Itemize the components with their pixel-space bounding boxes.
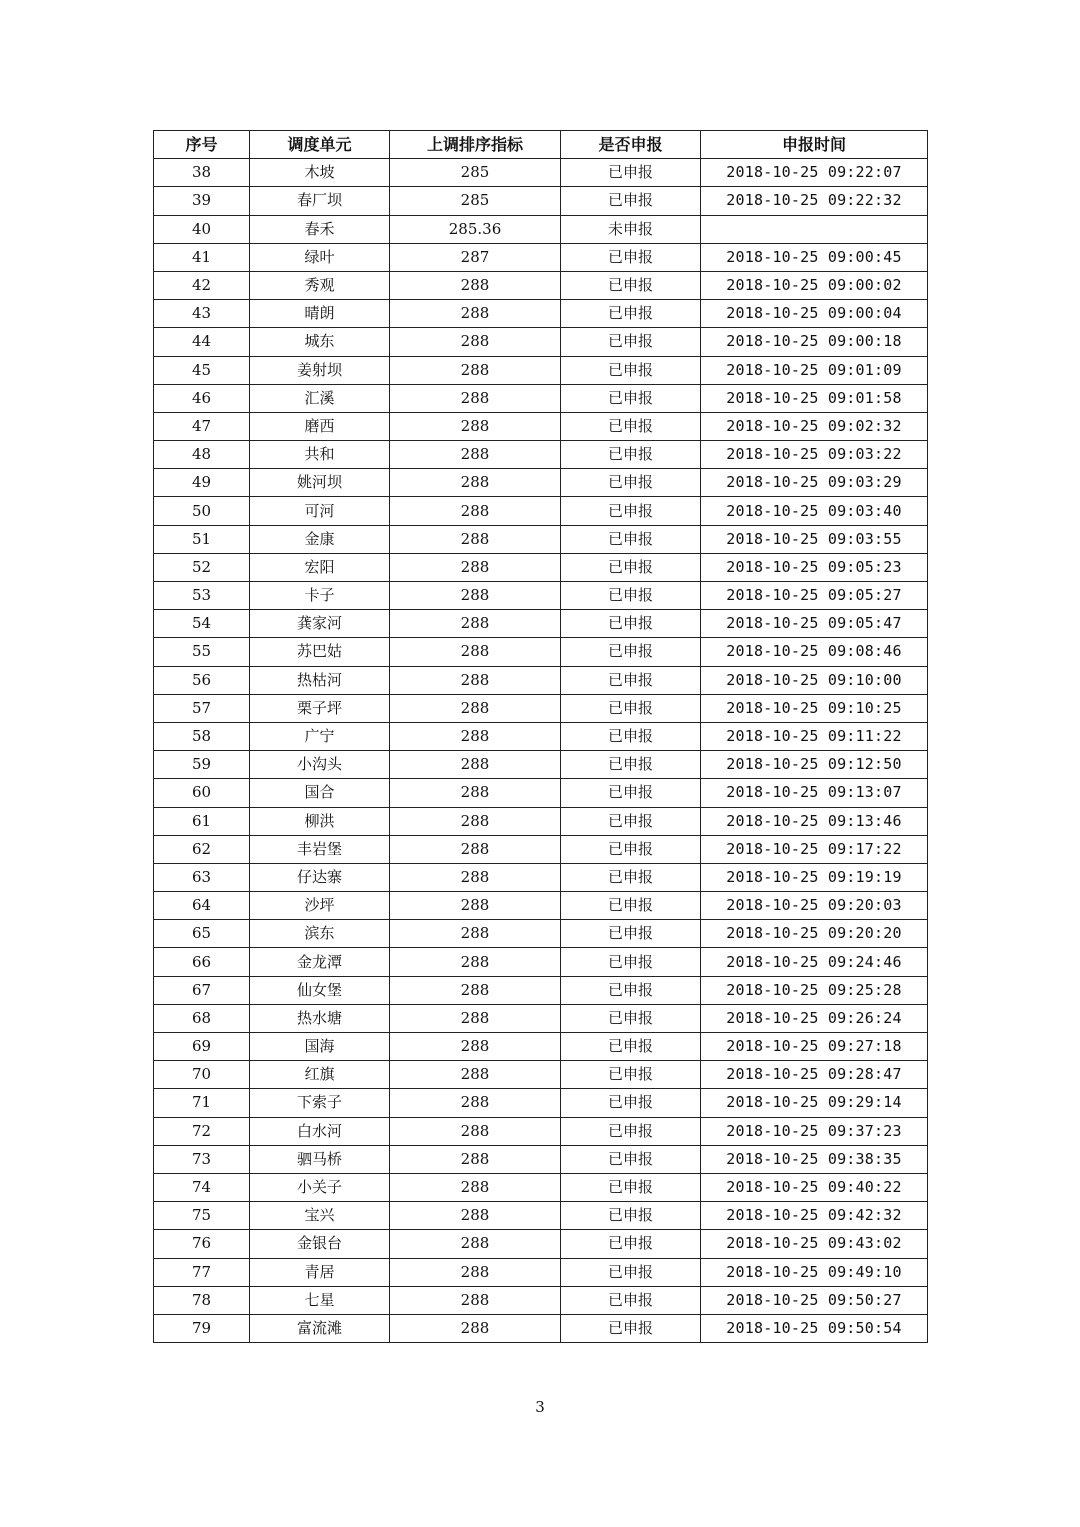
cell-dispatch-unit: 热水塘 <box>250 1004 390 1032</box>
table-row <box>154 976 928 1004</box>
cell-seq: 60 <box>154 779 250 807</box>
cell-declared: 已申报 <box>561 1230 701 1258</box>
cell-declare-time: 2018-10-25 09:40:22 <box>701 1173 928 1201</box>
cell-ranking-index: 288 <box>390 525 561 553</box>
cell-dispatch-unit: 晴朗 <box>250 300 390 328</box>
cell-seq: 40 <box>154 215 250 243</box>
cell-seq: 39 <box>154 187 250 215</box>
cell-ranking-index: 288 <box>390 412 561 440</box>
cell-seq: 51 <box>154 525 250 553</box>
table-row <box>154 751 928 779</box>
cell-declare-time: 2018-10-25 09:43:02 <box>701 1230 928 1258</box>
cell-dispatch-unit: 富流滩 <box>250 1314 390 1342</box>
cell-ranking-index: 288 <box>390 300 561 328</box>
table-row <box>154 892 928 920</box>
cell-seq: 67 <box>154 976 250 1004</box>
cell-dispatch-unit: 绿叶 <box>250 243 390 271</box>
cell-seq: 58 <box>154 722 250 750</box>
cell-declared: 已申报 <box>561 582 701 610</box>
cell-declared: 已申报 <box>561 892 701 920</box>
cell-seq: 64 <box>154 892 250 920</box>
cell-dispatch-unit: 龚家河 <box>250 610 390 638</box>
cell-ranking-index: 288 <box>390 751 561 779</box>
cell-declare-time: 2018-10-25 09:00:18 <box>701 328 928 356</box>
cell-ranking-index: 288 <box>390 1033 561 1061</box>
cell-ranking-index: 288 <box>390 553 561 581</box>
cell-ranking-index: 288 <box>390 779 561 807</box>
cell-ranking-index: 285.36 <box>390 215 561 243</box>
cell-seq: 79 <box>154 1314 250 1342</box>
table-row <box>154 469 928 497</box>
cell-declared: 已申报 <box>561 497 701 525</box>
cell-declare-time: 2018-10-25 09:28:47 <box>701 1061 928 1089</box>
table-row <box>154 1202 928 1230</box>
cell-declare-time: 2018-10-25 09:37:23 <box>701 1117 928 1145</box>
cell-ranking-index: 288 <box>390 610 561 638</box>
table-row <box>154 948 928 976</box>
cell-dispatch-unit: 下索子 <box>250 1089 390 1117</box>
cell-seq: 57 <box>154 694 250 722</box>
table-row <box>154 300 928 328</box>
cell-ranking-index: 288 <box>390 1286 561 1314</box>
cell-seq: 72 <box>154 1117 250 1145</box>
table-row <box>154 807 928 835</box>
cell-declared: 已申报 <box>561 1145 701 1173</box>
cell-dispatch-unit: 宏阳 <box>250 553 390 581</box>
cell-declare-time: 2018-10-25 09:13:46 <box>701 807 928 835</box>
cell-declare-time: 2018-10-25 09:20:03 <box>701 892 928 920</box>
table-row <box>154 582 928 610</box>
cell-declared: 已申报 <box>561 751 701 779</box>
cell-declared: 已申报 <box>561 384 701 412</box>
cell-ranking-index: 288 <box>390 1202 561 1230</box>
table-row <box>154 1089 928 1117</box>
table-row <box>154 779 928 807</box>
table-row <box>154 610 928 638</box>
cell-declared: 已申报 <box>561 666 701 694</box>
cell-dispatch-unit: 金银台 <box>250 1230 390 1258</box>
table-row <box>154 215 928 243</box>
cell-declare-time <box>701 215 928 243</box>
cell-declared: 已申报 <box>561 1061 701 1089</box>
cell-seq: 74 <box>154 1173 250 1201</box>
cell-declared: 已申报 <box>561 300 701 328</box>
cell-seq: 47 <box>154 412 250 440</box>
cell-ranking-index: 288 <box>390 638 561 666</box>
cell-declared: 已申报 <box>561 412 701 440</box>
cell-seq: 66 <box>154 948 250 976</box>
cell-declare-time: 2018-10-25 09:20:20 <box>701 920 928 948</box>
table-row <box>154 356 928 384</box>
cell-seq: 62 <box>154 835 250 863</box>
cell-ranking-index: 288 <box>390 1004 561 1032</box>
cell-ranking-index: 288 <box>390 497 561 525</box>
cell-seq: 76 <box>154 1230 250 1258</box>
cell-declared: 已申报 <box>561 1033 701 1061</box>
cell-dispatch-unit: 金龙潭 <box>250 948 390 976</box>
cell-ranking-index: 288 <box>390 1145 561 1173</box>
cell-declared: 已申报 <box>561 722 701 750</box>
cell-declared: 已申报 <box>561 1004 701 1032</box>
cell-declare-time: 2018-10-25 09:00:02 <box>701 271 928 299</box>
cell-dispatch-unit: 共和 <box>250 441 390 469</box>
cell-declared: 已申报 <box>561 638 701 666</box>
cell-declare-time: 2018-10-25 09:03:22 <box>701 441 928 469</box>
table-row <box>154 497 928 525</box>
cell-ranking-index: 287 <box>390 243 561 271</box>
cell-dispatch-unit: 春厂坝 <box>250 187 390 215</box>
cell-dispatch-unit: 木坡 <box>250 159 390 187</box>
cell-ranking-index: 288 <box>390 441 561 469</box>
cell-ranking-index: 288 <box>390 722 561 750</box>
cell-ranking-index: 288 <box>390 1314 561 1342</box>
cell-seq: 49 <box>154 469 250 497</box>
table-row <box>154 666 928 694</box>
cell-seq: 77 <box>154 1258 250 1286</box>
cell-ranking-index: 288 <box>390 384 561 412</box>
table-row <box>154 1314 928 1342</box>
cell-dispatch-unit: 小沟头 <box>250 751 390 779</box>
cell-declare-time: 2018-10-25 09:05:23 <box>701 553 928 581</box>
cell-ranking-index: 288 <box>390 948 561 976</box>
table-row <box>154 1004 928 1032</box>
cell-declared: 已申报 <box>561 610 701 638</box>
cell-seq: 61 <box>154 807 250 835</box>
cell-ranking-index: 288 <box>390 920 561 948</box>
table-row <box>154 553 928 581</box>
cell-dispatch-unit: 驷马桥 <box>250 1145 390 1173</box>
cell-declare-time: 2018-10-25 09:05:47 <box>701 610 928 638</box>
cell-declare-time: 2018-10-25 09:03:29 <box>701 469 928 497</box>
cell-declared: 已申报 <box>561 356 701 384</box>
cell-dispatch-unit: 小关子 <box>250 1173 390 1201</box>
cell-declared: 已申报 <box>561 807 701 835</box>
cell-declare-time: 2018-10-25 09:22:32 <box>701 187 928 215</box>
header-dispatch-unit: 调度单元 <box>250 131 390 159</box>
cell-dispatch-unit: 城东 <box>250 328 390 356</box>
cell-dispatch-unit: 宝兴 <box>250 1202 390 1230</box>
cell-declared: 已申报 <box>561 1173 701 1201</box>
cell-ranking-index: 288 <box>390 892 561 920</box>
cell-declared: 已申报 <box>561 976 701 1004</box>
cell-seq: 46 <box>154 384 250 412</box>
cell-dispatch-unit: 姚河坝 <box>250 469 390 497</box>
cell-declared: 已申报 <box>561 1117 701 1145</box>
cell-ranking-index: 288 <box>390 271 561 299</box>
cell-seq: 65 <box>154 920 250 948</box>
table-row <box>154 1033 928 1061</box>
cell-ranking-index: 288 <box>390 469 561 497</box>
cell-dispatch-unit: 国海 <box>250 1033 390 1061</box>
cell-dispatch-unit: 栗子坪 <box>250 694 390 722</box>
table-row <box>154 1117 928 1145</box>
header-ranking-index: 上调排序指标 <box>390 131 561 159</box>
page-number: 3 <box>535 1398 545 1416</box>
cell-declare-time: 2018-10-25 09:17:22 <box>701 835 928 863</box>
cell-declare-time: 2018-10-25 09:12:50 <box>701 751 928 779</box>
cell-dispatch-unit: 七星 <box>250 1286 390 1314</box>
table-row <box>154 328 928 356</box>
table-row <box>154 722 928 750</box>
cell-declare-time: 2018-10-25 09:42:32 <box>701 1202 928 1230</box>
cell-ranking-index: 288 <box>390 666 561 694</box>
table-row <box>154 1145 928 1173</box>
cell-declare-time: 2018-10-25 09:25:28 <box>701 976 928 1004</box>
cell-declare-time: 2018-10-25 09:00:45 <box>701 243 928 271</box>
cell-declared: 已申报 <box>561 1202 701 1230</box>
table-row <box>154 920 928 948</box>
cell-declared: 已申报 <box>561 1258 701 1286</box>
cell-ranking-index: 288 <box>390 1258 561 1286</box>
table-row <box>154 835 928 863</box>
cell-dispatch-unit: 红旗 <box>250 1061 390 1089</box>
cell-declare-time: 2018-10-25 09:11:22 <box>701 722 928 750</box>
cell-dispatch-unit: 国合 <box>250 779 390 807</box>
cell-declared: 已申报 <box>561 920 701 948</box>
cell-declared: 已申报 <box>561 863 701 891</box>
cell-declared: 已申报 <box>561 328 701 356</box>
cell-declare-time: 2018-10-25 09:50:54 <box>701 1314 928 1342</box>
cell-seq: 70 <box>154 1061 250 1089</box>
table-row <box>154 384 928 412</box>
table-row <box>154 1230 928 1258</box>
cell-ranking-index: 288 <box>390 807 561 835</box>
table-row <box>154 441 928 469</box>
cell-declared: 未申报 <box>561 215 701 243</box>
cell-declare-time: 2018-10-25 09:02:32 <box>701 412 928 440</box>
table-row <box>154 638 928 666</box>
cell-dispatch-unit: 白水河 <box>250 1117 390 1145</box>
cell-seq: 73 <box>154 1145 250 1173</box>
header-declare-time: 申报时间 <box>701 131 928 159</box>
cell-declare-time: 2018-10-25 09:08:46 <box>701 638 928 666</box>
cell-declared: 已申报 <box>561 948 701 976</box>
cell-seq: 78 <box>154 1286 250 1314</box>
cell-dispatch-unit: 丰岩堡 <box>250 835 390 863</box>
header-seq: 序号 <box>154 131 250 159</box>
cell-seq: 48 <box>154 441 250 469</box>
cell-seq: 56 <box>154 666 250 694</box>
cell-dispatch-unit: 金康 <box>250 525 390 553</box>
cell-dispatch-unit: 卡子 <box>250 582 390 610</box>
cell-seq: 42 <box>154 271 250 299</box>
cell-declare-time: 2018-10-25 09:19:19 <box>701 863 928 891</box>
cell-ranking-index: 288 <box>390 356 561 384</box>
cell-ranking-index: 288 <box>390 1230 561 1258</box>
table-row <box>154 1258 928 1286</box>
cell-declared: 已申报 <box>561 525 701 553</box>
cell-declare-time: 2018-10-25 09:24:46 <box>701 948 928 976</box>
cell-ranking-index: 288 <box>390 582 561 610</box>
cell-declare-time: 2018-10-25 09:49:10 <box>701 1258 928 1286</box>
cell-declared: 已申报 <box>561 159 701 187</box>
cell-dispatch-unit: 广宁 <box>250 722 390 750</box>
cell-declared: 已申报 <box>561 1314 701 1342</box>
cell-seq: 68 <box>154 1004 250 1032</box>
report-table <box>153 130 928 1343</box>
cell-declared: 已申报 <box>561 271 701 299</box>
cell-dispatch-unit: 磨西 <box>250 412 390 440</box>
cell-seq: 45 <box>154 356 250 384</box>
cell-seq: 41 <box>154 243 250 271</box>
cell-declare-time: 2018-10-25 09:38:35 <box>701 1145 928 1173</box>
cell-declare-time: 2018-10-25 09:26:24 <box>701 1004 928 1032</box>
table-row <box>154 1286 928 1314</box>
cell-declare-time: 2018-10-25 09:10:25 <box>701 694 928 722</box>
cell-declared: 已申报 <box>561 1286 701 1314</box>
cell-dispatch-unit: 滨东 <box>250 920 390 948</box>
cell-declared: 已申报 <box>561 469 701 497</box>
cell-declared: 已申报 <box>561 187 701 215</box>
cell-declare-time: 2018-10-25 09:00:04 <box>701 300 928 328</box>
table-body <box>154 159 928 1343</box>
cell-seq: 44 <box>154 328 250 356</box>
cell-ranking-index: 288 <box>390 835 561 863</box>
cell-declared: 已申报 <box>561 1089 701 1117</box>
cell-declared: 已申报 <box>561 553 701 581</box>
cell-seq: 50 <box>154 497 250 525</box>
cell-ranking-index: 288 <box>390 863 561 891</box>
cell-dispatch-unit: 可河 <box>250 497 390 525</box>
cell-dispatch-unit: 热枯河 <box>250 666 390 694</box>
table-row <box>154 694 928 722</box>
table-row <box>154 412 928 440</box>
table-row <box>154 863 928 891</box>
cell-seq: 63 <box>154 863 250 891</box>
cell-declare-time: 2018-10-25 09:01:09 <box>701 356 928 384</box>
cell-seq: 38 <box>154 159 250 187</box>
cell-declare-time: 2018-10-25 09:22:07 <box>701 159 928 187</box>
cell-seq: 71 <box>154 1089 250 1117</box>
cell-seq: 43 <box>154 300 250 328</box>
cell-seq: 53 <box>154 582 250 610</box>
cell-declare-time: 2018-10-25 09:10:00 <box>701 666 928 694</box>
table-row <box>154 271 928 299</box>
cell-declare-time: 2018-10-25 09:13:07 <box>701 779 928 807</box>
table-header-row <box>154 131 928 159</box>
table-row <box>154 1173 928 1201</box>
table-row <box>154 243 928 271</box>
cell-declare-time: 2018-10-25 09:03:40 <box>701 497 928 525</box>
cell-seq: 75 <box>154 1202 250 1230</box>
cell-declare-time: 2018-10-25 09:50:27 <box>701 1286 928 1314</box>
cell-dispatch-unit: 柳洪 <box>250 807 390 835</box>
cell-declared: 已申报 <box>561 694 701 722</box>
cell-ranking-index: 285 <box>390 187 561 215</box>
cell-seq: 55 <box>154 638 250 666</box>
cell-seq: 69 <box>154 1033 250 1061</box>
cell-seq: 59 <box>154 751 250 779</box>
cell-declared: 已申报 <box>561 243 701 271</box>
table-row <box>154 187 928 215</box>
cell-dispatch-unit: 姜射坝 <box>250 356 390 384</box>
cell-dispatch-unit: 苏巴姑 <box>250 638 390 666</box>
cell-ranking-index: 288 <box>390 1089 561 1117</box>
cell-declare-time: 2018-10-25 09:03:55 <box>701 525 928 553</box>
cell-ranking-index: 288 <box>390 1061 561 1089</box>
cell-dispatch-unit: 仔达寨 <box>250 863 390 891</box>
cell-ranking-index: 288 <box>390 1117 561 1145</box>
cell-seq: 52 <box>154 553 250 581</box>
cell-dispatch-unit: 春禾 <box>250 215 390 243</box>
cell-ranking-index: 288 <box>390 1173 561 1201</box>
cell-declare-time: 2018-10-25 09:29:14 <box>701 1089 928 1117</box>
cell-ranking-index: 285 <box>390 159 561 187</box>
header-declared: 是否申报 <box>561 131 701 159</box>
cell-ranking-index: 288 <box>390 976 561 1004</box>
cell-declare-time: 2018-10-25 09:01:58 <box>701 384 928 412</box>
table-row <box>154 525 928 553</box>
cell-declared: 已申报 <box>561 835 701 863</box>
cell-dispatch-unit: 沙坪 <box>250 892 390 920</box>
cell-ranking-index: 288 <box>390 694 561 722</box>
cell-dispatch-unit: 汇溪 <box>250 384 390 412</box>
cell-declared: 已申报 <box>561 779 701 807</box>
cell-declare-time: 2018-10-25 09:05:27 <box>701 582 928 610</box>
cell-declare-time: 2018-10-25 09:27:18 <box>701 1033 928 1061</box>
cell-dispatch-unit: 仙女堡 <box>250 976 390 1004</box>
table-row <box>154 159 928 187</box>
cell-seq: 54 <box>154 610 250 638</box>
cell-dispatch-unit: 秀观 <box>250 271 390 299</box>
table-row <box>154 1061 928 1089</box>
cell-dispatch-unit: 青居 <box>250 1258 390 1286</box>
cell-ranking-index: 288 <box>390 328 561 356</box>
cell-declared: 已申报 <box>561 441 701 469</box>
